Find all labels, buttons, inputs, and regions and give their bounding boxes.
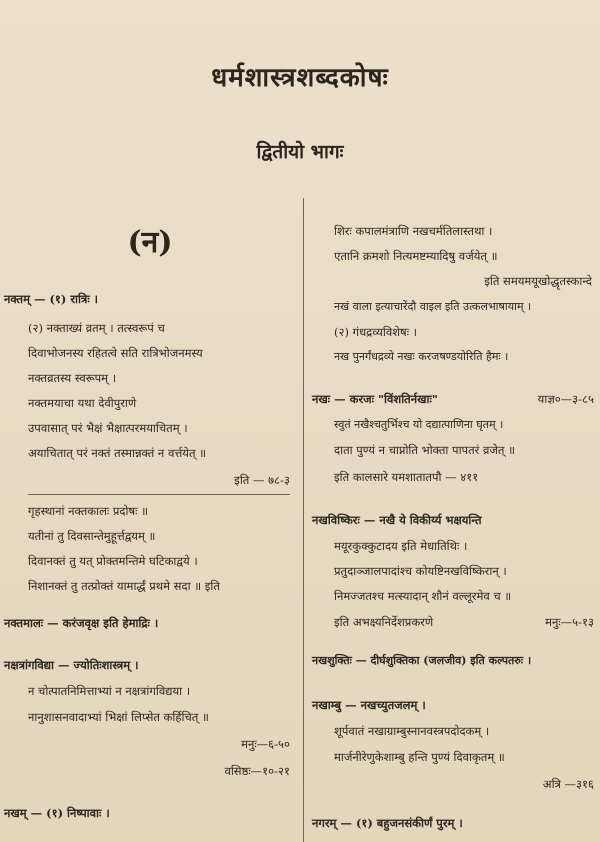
entry-line: अयाचितात् परं नक्तं तस्मान्नक्तं न वर्त्तयेत् ॥	[28, 446, 207, 460]
entry-rule	[28, 494, 290, 495]
entry-line: नख पुनर्गंधद्रव्ये नखः करजषण्डयोरिति हैमः ।	[334, 350, 509, 363]
section-letter: (न)	[127, 225, 173, 260]
entry-line: नक्तमयाचा यथा देवीपुराणे	[28, 396, 137, 410]
entry-line: मार्जनीरेणुकेशाम्बु हन्ति पुण्यं दिवाकृतम् ॥	[334, 750, 505, 764]
left-column	[0, 218, 300, 842]
entry-line: (२) गंधद्रव्यविशेषः ।	[334, 325, 418, 339]
entry-headword: नक्तमालः — करंजवृक्ष इति हेमाद्रिः ।	[4, 616, 159, 630]
entry-line: निशानक्तं तु तत्प्रोक्तं यामार्द्धं प्रथमे सदा ॥ इति	[28, 579, 220, 593]
entry-headword: नखः — करजः "विंशतिर्नखाः"	[312, 392, 438, 406]
page-title: धर्मशास्त्रशब्दकोषः	[211, 63, 389, 93]
entry-line: उपवासात् परं भैक्षं भैक्षात्परमयाचितम् ।	[28, 421, 188, 435]
entry-line: इति अभक्ष्यनिर्देशप्रकरणे	[334, 615, 434, 629]
entry-reference: मनुः—६-५०	[241, 737, 290, 751]
right-column	[310, 218, 600, 842]
entry-reference: याज्ञ०—३-८५	[537, 392, 594, 406]
entry-line: शिरः कपालमंत्राणि नखचर्मतिलास्तथा ।	[334, 224, 493, 238]
entry-headword: नक्तम् — (१) रात्रिः ।	[4, 292, 99, 306]
entry-line: दाता पुण्यं न चाप्नोति भोक्ता पापतरं व्रजेत् ॥	[334, 443, 516, 457]
entry-line: नानुशासनवादाभ्यां भिक्षां लिप्सेत कर्हिचित् ॥	[28, 710, 209, 724]
entry-line: (२) नक्ताख्यं व्रतम् । तत्स्वरूपं च	[28, 321, 165, 335]
entry-headword: नखविष्किरः — नखै ये विकीर्य्य भक्षयन्ति	[312, 513, 482, 527]
entry-line: स्वुतं नखैश्चतुर्भिश्च यो दद्यात्पाणिना घृतम् ।	[334, 418, 504, 431]
entry-line: यतीनां तु दिवसान्तेमुहूर्त्तद्वयम् ॥	[28, 529, 156, 543]
column-divider	[303, 198, 304, 842]
page-subtitle: द्वितीयो भागः	[256, 141, 344, 163]
entry-line: प्रतुदाञ्जालपादांश्च कोयष्टिनखविष्किरान् ।	[334, 564, 507, 578]
entry-reference: मनुः—५-१३	[545, 615, 594, 629]
entry-headword: नक्षत्रांगविद्या — ज्योतिःशास्त्रम् ।	[4, 658, 139, 672]
entry-line: गृहस्थानां नक्तकालः प्रदोषः ॥	[28, 504, 148, 518]
entry-headword: नखशुक्तिः — दीर्घशुक्तिका (जलजीव) इति कल्पतरुः ।	[312, 654, 532, 667]
entry-line: दिवाभोजनस्य रहितत्वे सति रात्रिभोजनमस्य	[28, 346, 203, 360]
entry-line: न चोत्पातनिमित्ताभ्यां न नक्षत्रांगविद्यया ।	[28, 684, 191, 698]
entry-headword: नखम् — (१) निष्पावाः ।	[4, 806, 110, 820]
entry-line: एतानि क्रमशो नित्यमष्टम्यादिषु वर्जयेत् ॥	[334, 249, 498, 263]
entry-reference: इति समयमयूखोद्धृतस्कान्दे	[484, 274, 592, 288]
entry-line: शूर्पवातं नखाग्राम्बुस्नानवस्त्रपदोदकम् ।	[334, 724, 490, 738]
entry-reference: इति — ७८-३	[234, 473, 290, 487]
entry-line: निमज्जतश्च मत्स्यादान् शौनं वल्लूरमेव च ॥	[334, 589, 512, 603]
entry-line: इति कालसारे यमशातातपौ — ४११	[334, 470, 479, 484]
entry-line: नक्तव्रतस्य स्वरूपम् ।	[28, 371, 117, 385]
entry-headword: नगरम् — (१) बहुजनसंकीर्णं पुरम् ।	[312, 816, 463, 830]
entry-reference: वसिष्ठः—१०-२१	[224, 764, 290, 778]
entry-reference: अत्रि —३१६	[542, 777, 594, 791]
entry-line: मयूरकुक्कुटादय इति मेधातिथिः ।	[334, 539, 468, 553]
entry-line: नखं वाला इत्याचारेंदौ वाइल इति उत्कलभाषायाम् ।	[334, 300, 532, 313]
entry-headword: नखाम्बु — नखच्युतजलम् ।	[312, 698, 426, 712]
entry-line: दिवानक्तं तु यत् प्रोक्तमन्तिमे घटिकाद्वये ।	[28, 554, 198, 568]
